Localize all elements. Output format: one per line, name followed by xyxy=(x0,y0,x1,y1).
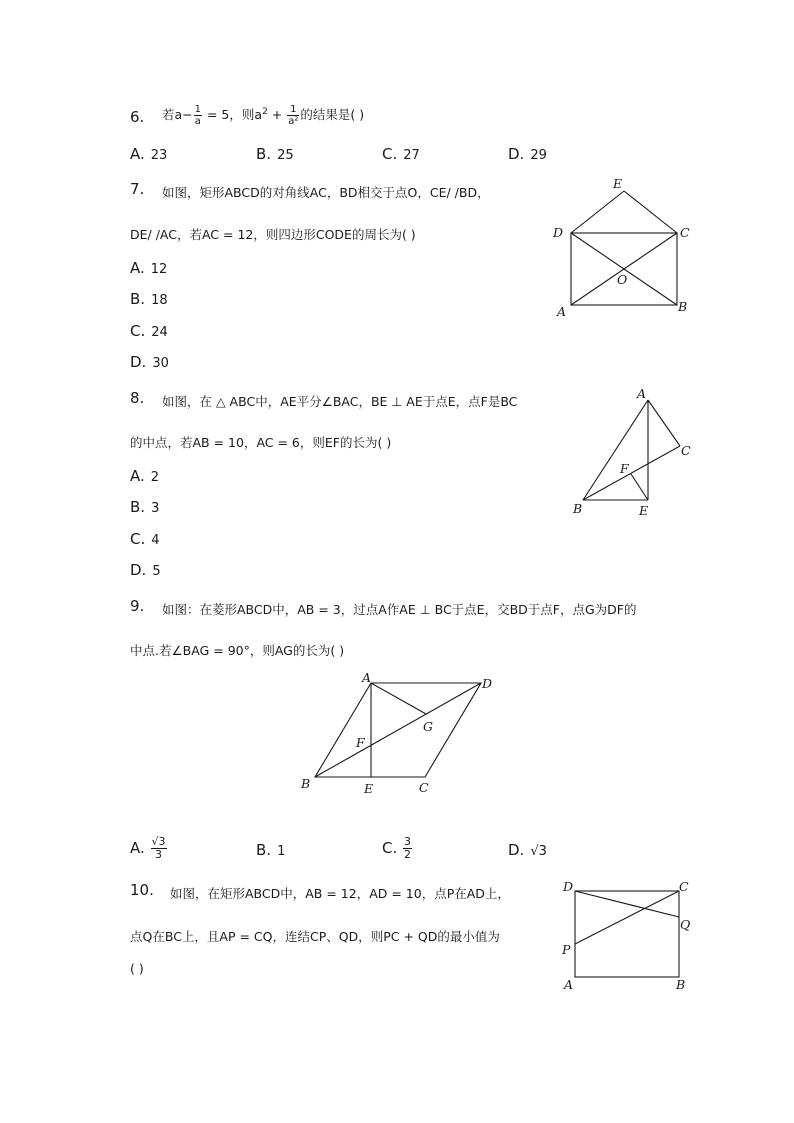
q6-option-c[interactable] xyxy=(382,145,420,163)
q6-frac1-den: a xyxy=(194,116,201,127)
q8-label-c: C xyxy=(681,443,691,458)
option-value: 30 xyxy=(152,356,169,371)
q6-frac1-num: 1 xyxy=(194,104,202,115)
q9-label-e: E xyxy=(364,781,374,796)
option-label: C. xyxy=(130,322,146,340)
option-value: 24 xyxy=(151,325,168,340)
q9-option-c-fraction xyxy=(403,836,412,861)
option-label: A. xyxy=(130,145,145,163)
q7-label-b: B xyxy=(678,299,688,314)
q8-segment-ac xyxy=(648,400,680,446)
q7-option-d[interactable] xyxy=(130,353,169,371)
q9-option-c-den: 2 xyxy=(404,848,412,861)
q6-text-post: 的结果是( ) xyxy=(300,107,365,122)
q7-label-o: O xyxy=(617,272,628,287)
q10-stem-line2: 点Q在BC上，且AP = CQ，连结CP、QD，则PC + QD的最小值为 xyxy=(130,929,500,944)
q9-label-a: A xyxy=(362,670,372,685)
q9-option-d[interactable] xyxy=(508,841,547,859)
q6-stem xyxy=(162,104,364,127)
q7-number: 7. xyxy=(130,180,145,198)
q7-figure xyxy=(545,170,705,325)
option-value: 29 xyxy=(530,148,547,163)
option-label: D. xyxy=(508,841,525,859)
option-value: 2 xyxy=(150,470,160,485)
q8-option-d[interactable] xyxy=(130,561,161,579)
q10-label-c: C xyxy=(679,879,689,894)
q8-stem-line1: 如图，在 △ ABC中，AE平分∠BAC，BE ⊥ AE于点E，点F是BC xyxy=(162,394,518,409)
q9-option-a-den: 3 xyxy=(155,848,163,861)
option-label: C. xyxy=(130,530,146,548)
q9-option-a-num: √3 xyxy=(151,835,166,848)
q6-fraction-2 xyxy=(287,104,299,127)
option-label: C. xyxy=(382,145,398,163)
q6-option-b[interactable] xyxy=(256,145,294,163)
q7-label-d: D xyxy=(553,225,564,240)
q10-label-b: B xyxy=(676,977,686,992)
option-value: 4 xyxy=(151,533,160,548)
q7-label-c: C xyxy=(680,225,690,240)
option-value: 18 xyxy=(151,293,168,308)
q9-label-c: C xyxy=(419,780,429,795)
q9-segment-ag xyxy=(371,683,426,714)
q6-number: 6. xyxy=(130,108,145,126)
option-value: 1 xyxy=(277,844,286,859)
q8-figure xyxy=(565,380,705,525)
q9-option-a[interactable] xyxy=(130,836,168,861)
q9-option-b[interactable] xyxy=(256,841,285,859)
q7-segment-ce xyxy=(624,191,677,233)
q6-option-d[interactable] xyxy=(508,145,547,163)
q6-frac2-den: a² xyxy=(288,116,299,127)
q9-figure xyxy=(295,665,505,800)
q6-text-mid: = 5，则a xyxy=(203,107,263,122)
q8-label-f: F xyxy=(620,461,629,476)
q7-option-b[interactable] xyxy=(130,290,168,308)
q10-label-q: Q xyxy=(680,917,691,932)
q8-number: 8. xyxy=(130,389,145,407)
q7-segment-de xyxy=(571,191,624,233)
option-value: √3 xyxy=(530,844,547,859)
q6-frac2-num: 1 xyxy=(287,104,299,116)
q9-option-c[interactable] xyxy=(382,836,413,861)
q8-stem-line2: 的中点，若AB = 10，AC = 6，则EF的长为( ) xyxy=(130,435,392,450)
q7-option-a[interactable] xyxy=(130,259,167,277)
q9-option-a-fraction xyxy=(151,836,167,861)
option-value: 12 xyxy=(150,262,168,277)
q8-segment-bc xyxy=(583,446,680,500)
option-label: B. xyxy=(256,841,272,859)
q10-segment-pc xyxy=(575,891,679,944)
q10-label-d: D xyxy=(563,879,574,894)
q7-stem-line2: DE/ /AC，若AC = 12，则四边形CODE的周长为( ) xyxy=(130,227,416,242)
q10-stem-line1: 如图，在矩形ABCD中，AB = 12，AD = 10，点P在AD上， xyxy=(170,886,510,901)
q8-label-b: B xyxy=(573,501,583,516)
q10-label-p: P xyxy=(562,942,571,957)
q10-stem-line3: ( ) xyxy=(130,961,144,976)
q10-figure xyxy=(555,875,700,1000)
q9-option-c-num: 3 xyxy=(404,835,412,848)
q9-number: 9. xyxy=(130,597,145,615)
option-value: 5 xyxy=(152,564,161,579)
q6-text-pre: 若a− xyxy=(162,107,193,122)
q7-stem-line1: 如图，矩形ABCD的对角线AC，BD相交于点O，CE/ /BD， xyxy=(162,185,490,200)
option-value: 25 xyxy=(277,148,294,163)
q7-option-c[interactable] xyxy=(130,322,168,340)
option-value: 3 xyxy=(151,501,160,516)
q10-number: 10. xyxy=(130,881,154,899)
option-label: D. xyxy=(130,353,147,371)
option-label: B. xyxy=(130,498,146,516)
option-label: A. xyxy=(130,839,145,857)
option-label: A. xyxy=(130,467,145,485)
q6-fraction-1 xyxy=(194,104,202,127)
q6-option-a[interactable] xyxy=(130,145,167,163)
q9-diagonal-bd xyxy=(315,683,481,777)
q8-label-e: E xyxy=(639,503,649,518)
q9-label-b: B xyxy=(301,776,311,791)
q9-label-f: F xyxy=(356,735,365,750)
q6-square: 2 xyxy=(262,106,268,117)
q9-stem-line2: 中点.若∠BAG = 90°，则AG的长为( ) xyxy=(130,643,345,658)
q10-label-a: A xyxy=(564,977,574,992)
option-label: A. xyxy=(130,259,145,277)
q9-stem-line1: 如图：在菱形ABCD中，AB = 3，过点A作AE ⊥ BC于点E，交BD于点F，点G为DF的 xyxy=(162,602,637,617)
q8-option-b[interactable] xyxy=(130,498,159,516)
q7-label-e: E xyxy=(613,176,623,191)
q8-option-c[interactable] xyxy=(130,530,160,548)
option-label: D. xyxy=(508,145,525,163)
q7-label-a: A xyxy=(557,304,567,319)
q8-label-a: A xyxy=(637,386,647,401)
option-value: 27 xyxy=(403,148,420,163)
option-label: D. xyxy=(130,561,147,579)
option-label: B. xyxy=(130,290,146,308)
q9-label-g: G xyxy=(423,719,433,734)
q8-segment-ef xyxy=(631,474,648,500)
q9-label-d: D xyxy=(482,676,493,691)
option-label: B. xyxy=(256,145,272,163)
option-value: 23 xyxy=(150,148,168,163)
q6-plus: + xyxy=(267,107,287,122)
option-label: C. xyxy=(382,839,398,857)
q10-segment-dq xyxy=(575,891,679,917)
q8-option-a[interactable] xyxy=(130,467,159,485)
